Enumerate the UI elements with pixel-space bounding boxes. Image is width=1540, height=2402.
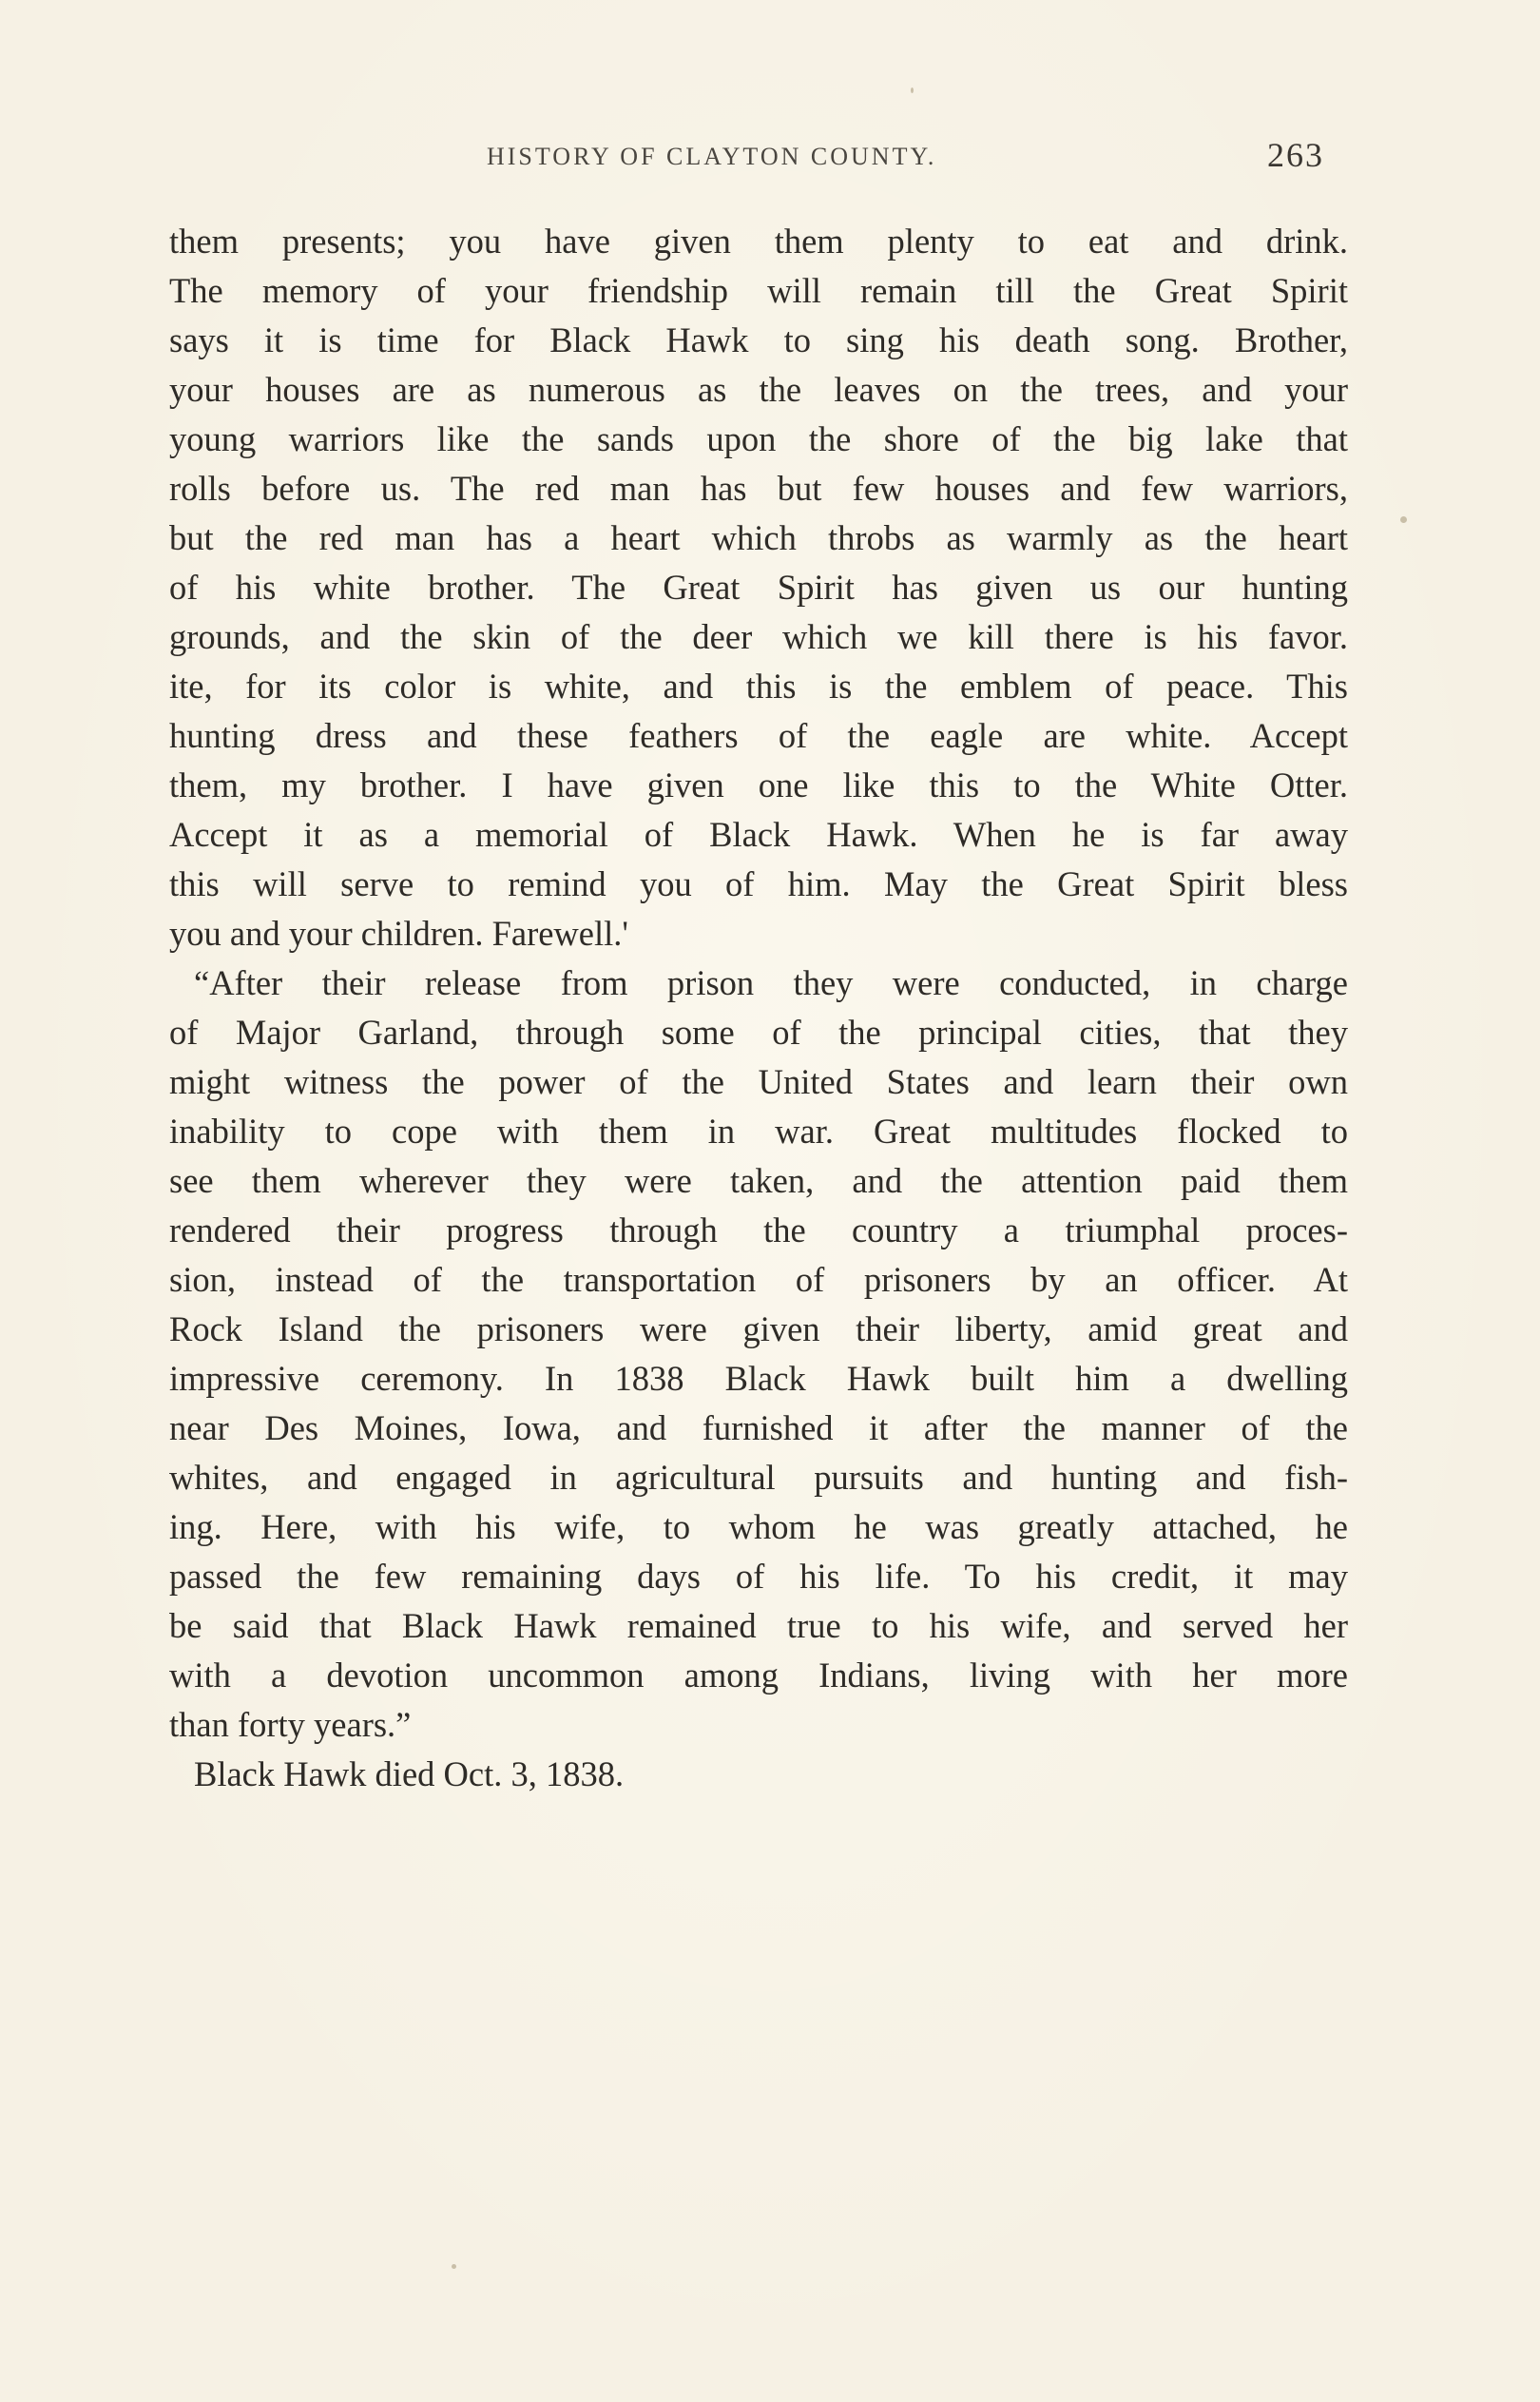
text-line: with a devotion uncommon among Indians, living with her more xyxy=(169,1656,1348,1695)
text-line: of his white brother. The Great Spirit has given us our hunting xyxy=(169,568,1348,607)
body-text xyxy=(169,217,1348,1799)
text-line: them, my brother. I have given one like this to the White Otter. xyxy=(169,765,1348,804)
paper-speck xyxy=(1400,516,1407,523)
text-line: rolls before us. The red man has but few houses and few warriors, xyxy=(169,469,1348,508)
paper-speck xyxy=(911,87,914,93)
text-line: rendered their progress through the country a triumphal proces- xyxy=(169,1211,1348,1249)
text-line: Rock Island the prisoners were given their liberty, amid great and xyxy=(169,1309,1348,1348)
paragraph-first-line: “After their release from prison they were conducted, in charge xyxy=(194,963,1348,1002)
text-line: ite, for its color is white, and this is the emblem of peace. This xyxy=(169,667,1348,706)
text-line: impressive ceremony. In 1838 Black Hawk built him a dwelling xyxy=(169,1359,1348,1398)
text-line: inability to cope with them in war. Great multitudes flocked to xyxy=(169,1112,1348,1151)
paragraph-first-line: Black Hawk died Oct. 3, 1838. xyxy=(194,1754,625,1793)
paper-speck xyxy=(452,2264,456,2269)
text-line: Accept it as a memorial of Black Hawk. When he is far away xyxy=(169,815,1348,854)
text-line: ing. Here, with his wife, to whom he was greatly attached, he xyxy=(169,1507,1348,1546)
text-line: this will serve to remind you of him. May the Great Spirit bless xyxy=(169,864,1348,903)
text-line: near Des Moines, Iowa, and furnished it after the manner of the xyxy=(169,1408,1348,1447)
text-line: says it is time for Black Hawk to sing his death song. Brother, xyxy=(169,320,1348,359)
text-line: hunting dress and these feathers of the eagle are white. Accept xyxy=(169,716,1348,755)
text-line: of Major Garland, through some of the principal cities, that they xyxy=(169,1013,1348,1052)
text-line: passed the few remaining days of his life. To his credit, it may xyxy=(169,1557,1348,1596)
text-line: you and your children. Farewell.' xyxy=(169,914,628,953)
text-line: them presents; you have given them plenty to eat and drink. xyxy=(169,222,1348,261)
text-line: but the red man has a heart which throbs as warmly as the heart xyxy=(169,518,1348,557)
page-number: 263 xyxy=(1267,136,1324,174)
text-line: sion, instead of the transportation of prisoners by an officer. At xyxy=(169,1260,1348,1299)
text-line: be said that Black Hawk remained true to his wife, and served her xyxy=(169,1606,1348,1645)
text-line: whites, and engaged in agricultural pursuits and hunting and fish- xyxy=(169,1458,1348,1497)
text-line: young warriors like the sands upon the shore of the big lake that xyxy=(169,419,1348,458)
text-line: than forty years.” xyxy=(169,1705,412,1744)
text-line: see them wherever they were taken, and the attention paid them xyxy=(169,1161,1348,1200)
running-head: HISTORY OF CLAYTON COUNTY. xyxy=(487,143,937,170)
text-line: might witness the power of the United States and learn their own xyxy=(169,1062,1348,1101)
text-line: The memory of your friendship will remain till the Great Spirit xyxy=(169,271,1348,310)
page-header xyxy=(0,136,1540,181)
text-line: grounds, and the skin of the deer which we kill there is his favor. xyxy=(169,617,1348,656)
text-line: your houses are as numerous as the leaves on the trees, and your xyxy=(169,370,1348,409)
